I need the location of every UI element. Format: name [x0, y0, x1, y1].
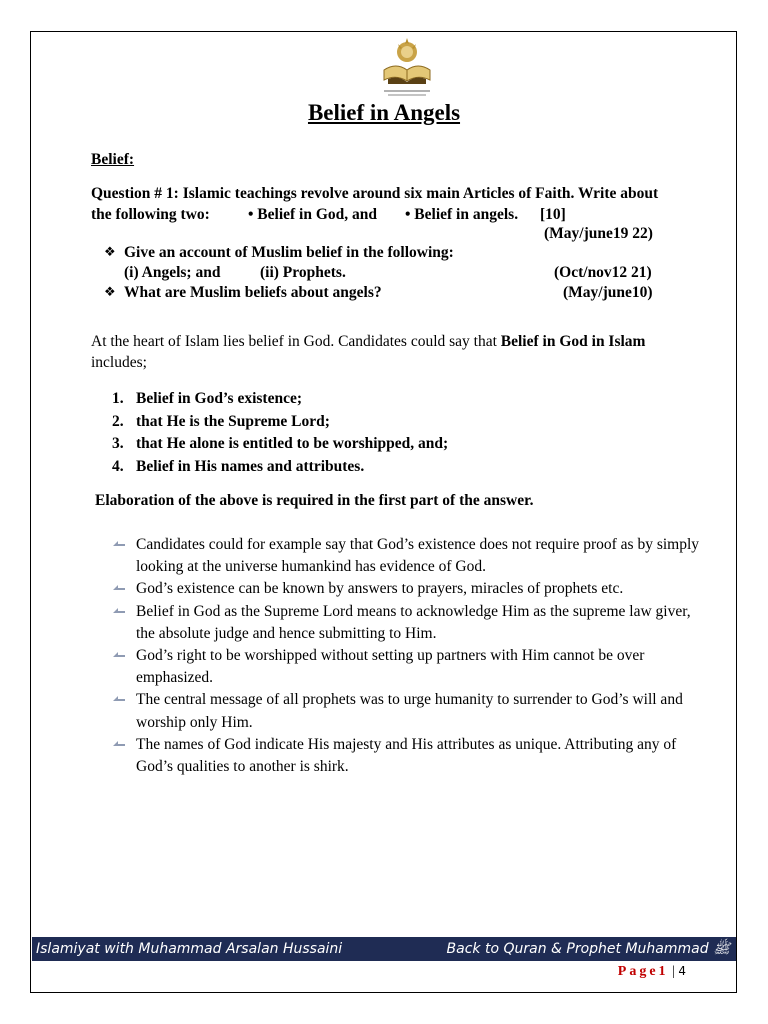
- intro-text: At the heart of Islam lies belief in God. Candidates could say that: [91, 333, 501, 350]
- sub-question-2: What are Muslim beliefs about angels?: [124, 284, 382, 301]
- sub-question-1-line-1: Give an account of Muslim belief in the following:: [124, 244, 454, 261]
- question-source-1: (May/june19 22): [544, 225, 653, 242]
- list-item: The central message of all prophets was to urge humanity to surrender to God’s will and worship only Him.: [112, 689, 702, 733]
- book-logo-icon: [378, 34, 436, 96]
- list-item: Candidates could for example say that God’s existence does not require proof as by simply looking at the universe humankind has evidence of God.: [112, 534, 702, 578]
- page-label: Page: [617, 964, 659, 979]
- numbered-list: [112, 388, 448, 478]
- footer-author: Islamiyat with Muhammad Arsalan Hussaini: [36, 941, 343, 957]
- numbered-item: 3. that He alone is entitled to be worshipped, and;: [112, 435, 449, 452]
- diamond-bullet-icon: ❖: [104, 244, 116, 259]
- bullet-icon: [112, 650, 127, 659]
- intro-text-continued: includes;: [91, 354, 147, 371]
- intro-bold-text: Belief in God in Islam: [500, 333, 646, 350]
- list-item: The names of God indicate His majesty and His attributes as unique. Attributing any of God’s qualities to another is shirk.: [112, 734, 702, 778]
- footer-bar: [32, 937, 736, 961]
- page-separator: |: [668, 964, 679, 979]
- page-border: [30, 31, 737, 993]
- question-line-2-b: • Belief in God, and: [248, 206, 378, 223]
- sub-question-2-source: (May/june10): [563, 284, 653, 301]
- question-line-2-a: the following two:: [91, 206, 210, 223]
- elaboration-note: Elaboration of the above is required in the first part of the answer.: [95, 492, 534, 509]
- list-item: Belief in God as the Supreme Lord means to acknowledge Him as the supreme law giver, the absolute judge and hence submitting to Him.: [112, 601, 702, 645]
- footer-slogan: Back to Quran & Prophet Muhammad ﷺ: [446, 941, 730, 957]
- bullet-icon: [112, 539, 127, 548]
- diamond-bullet-icon: ❖: [104, 284, 116, 299]
- intro-paragraph: [91, 331, 691, 352]
- page-current: 1: [658, 964, 669, 979]
- bullet-icon: [112, 694, 127, 703]
- numbered-item: 2. that He is the Supreme Lord;: [112, 412, 330, 430]
- page-number: [618, 964, 686, 980]
- page-total: 4: [678, 964, 686, 978]
- bullet-icon: [112, 583, 127, 592]
- sub-question-1-line-2-b: (ii) Prophets.: [260, 264, 346, 281]
- logo-caption-image: [380, 88, 434, 98]
- section-heading: Belief:: [91, 151, 135, 168]
- list-item: God’s right to be worshipped without setting up partners with Him cannot be over emphasized.: [112, 645, 702, 689]
- sub-question-1-line-2-a: (i) Angels; and: [124, 264, 221, 281]
- bullet-list: [112, 534, 702, 778]
- question-marks: [10]: [540, 206, 566, 223]
- bullet-icon: [112, 606, 127, 615]
- question-line-1: Question # 1: Islamic teachings revolve around six main Articles of Faith. Write about: [91, 185, 659, 202]
- list-item: God’s existence can be known by answers to prayers, miracles of prophets etc.: [112, 578, 702, 600]
- sub-question-1-source: (Oct/nov12 21): [554, 264, 652, 281]
- numbered-item: 4. Belief in His names and attributes.: [112, 457, 365, 475]
- question-line-2-c: • Belief in angels.: [405, 206, 519, 223]
- numbered-item: 1. Belief in God’s existence;: [112, 390, 303, 407]
- bullet-icon: [112, 739, 127, 748]
- page-title: Belief in Angels: [307, 100, 461, 125]
